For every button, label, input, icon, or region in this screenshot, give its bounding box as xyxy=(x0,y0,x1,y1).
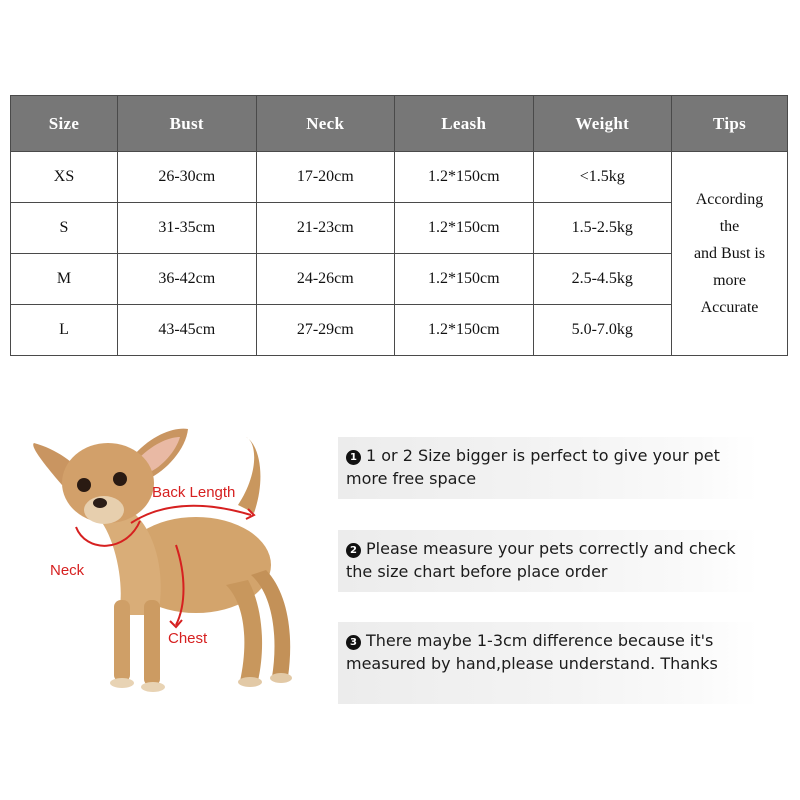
leash-cell: 1.2*150cm xyxy=(395,254,534,305)
table-header-row xyxy=(11,96,788,152)
dog-front-leg xyxy=(114,600,130,682)
chihuahua-illustration xyxy=(26,415,326,705)
back-length-label: Back Length xyxy=(152,484,236,501)
dog-eye xyxy=(113,472,127,486)
dog-nose xyxy=(93,498,107,508)
dog-paw xyxy=(110,678,134,688)
tip-box-1 xyxy=(338,437,758,499)
header-tips: Tips xyxy=(672,96,788,152)
table-row xyxy=(11,203,788,254)
leash-cell: 1.2*150cm xyxy=(395,305,534,356)
tip-text: There maybe 1-3cm difference because it's measured by hand,please understand. Thanks xyxy=(346,631,718,673)
table-row xyxy=(11,305,788,356)
weight-cell: <1.5kg xyxy=(533,152,672,203)
header-leash: Leash xyxy=(395,96,534,152)
tip-box-3 xyxy=(338,622,758,704)
tips-line: and Bust is xyxy=(693,245,766,262)
tips-line: more xyxy=(713,272,746,289)
chest-label: Chest xyxy=(168,630,208,647)
header-size: Size xyxy=(11,96,118,152)
weight-cell: 1.5-2.5kg xyxy=(533,203,672,254)
number-three-icon: 3 xyxy=(346,635,361,650)
table-row xyxy=(11,254,788,305)
size-cell: S xyxy=(11,203,118,254)
header-weight: Weight xyxy=(533,96,672,152)
dog-measurement-diagram xyxy=(26,415,326,705)
leash-cell: 1.2*150cm xyxy=(395,203,534,254)
dog-front-leg xyxy=(144,600,160,686)
leash-cell: 1.2*150cm xyxy=(395,152,534,203)
neck-label: Neck xyxy=(50,562,85,579)
weight-cell: 2.5-4.5kg xyxy=(533,254,672,305)
dog-paw xyxy=(141,682,165,692)
bust-cell: 36-42cm xyxy=(118,254,257,305)
dog-paw xyxy=(270,673,292,683)
bust-cell: 26-30cm xyxy=(118,152,257,203)
size-chart-table xyxy=(10,95,788,356)
tips-cell xyxy=(672,152,788,356)
tips-line: the xyxy=(719,218,740,235)
header-neck: Neck xyxy=(256,96,395,152)
tips-line: According xyxy=(695,191,764,208)
tip-text: Please measure your pets correctly and check the size chart before place order xyxy=(346,539,736,581)
size-cell: L xyxy=(11,305,118,356)
header-bust: Bust xyxy=(118,96,257,152)
neck-cell: 17-20cm xyxy=(256,152,395,203)
dog-eye xyxy=(77,478,91,492)
size-cell: M xyxy=(11,254,118,305)
tip-box-2 xyxy=(338,530,758,592)
weight-cell: 5.0-7.0kg xyxy=(533,305,672,356)
number-one-icon: 1 xyxy=(346,450,361,465)
neck-cell: 24-26cm xyxy=(256,254,395,305)
bust-cell: 31-35cm xyxy=(118,203,257,254)
tip-text: 1 or 2 Size bigger is perfect to give your pet more free space xyxy=(346,446,720,488)
number-two-icon: 2 xyxy=(346,543,361,558)
bust-cell: 43-45cm xyxy=(118,305,257,356)
neck-cell: 27-29cm xyxy=(256,305,395,356)
tips-line: Accurate xyxy=(700,299,759,316)
neck-cell: 21-23cm xyxy=(256,203,395,254)
dog-tail xyxy=(238,437,260,513)
table-row xyxy=(11,152,788,203)
dog-paw xyxy=(238,677,262,687)
size-cell: XS xyxy=(11,152,118,203)
